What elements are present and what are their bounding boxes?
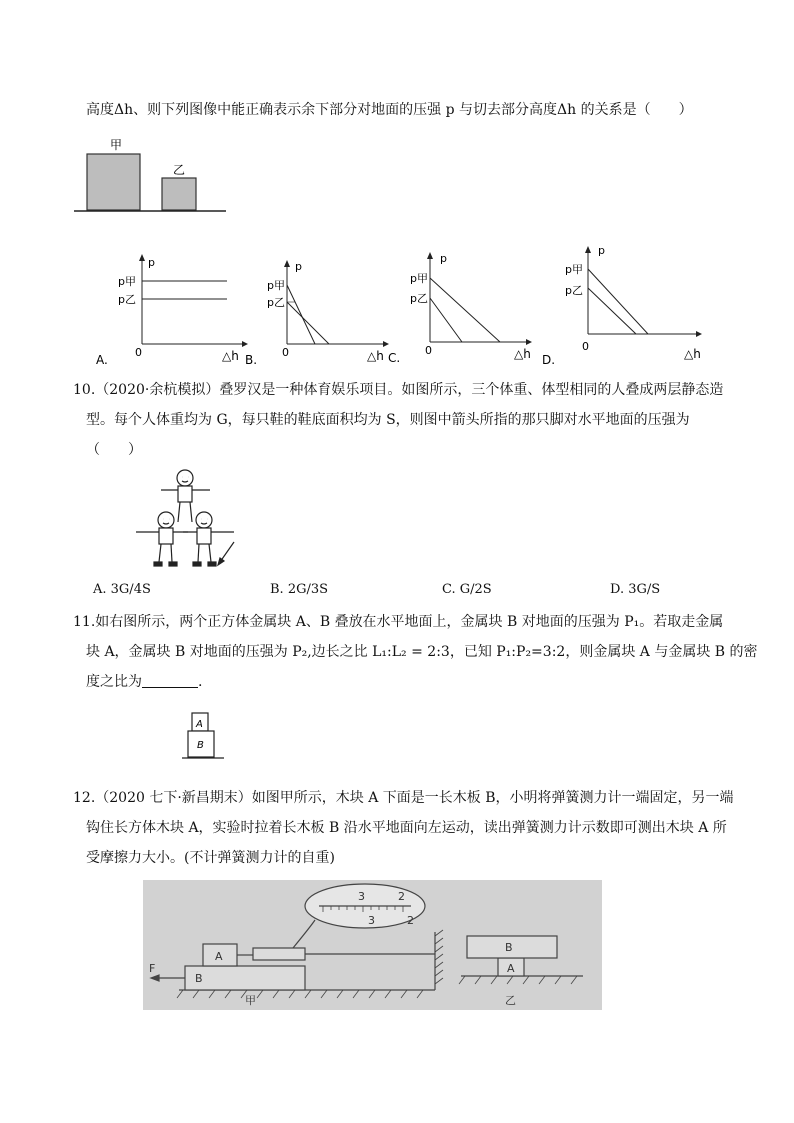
graph-b — [245, 252, 395, 370]
fig-spring-scale — [253, 948, 305, 960]
graph-c-p-label: p — [440, 252, 447, 265]
fig-label-a: A — [215, 950, 223, 963]
graph-b-p-label: p — [295, 260, 302, 273]
block-yi-label: 乙 — [173, 163, 186, 177]
q10-option-b: B. 2G/3S — [270, 582, 329, 597]
graph-d-p-label: p — [598, 244, 605, 257]
q11-block-b-label: B — [197, 740, 204, 751]
graph-a-p-jia: p甲 — [118, 275, 136, 288]
graph-c-line-yi — [430, 298, 462, 342]
q10-line2: 型。每个人体重均为 G，每只鞋的鞋底面积均为 S，则图中箭头所指的那只脚对水平地面的压强为 — [86, 412, 690, 428]
q10-people-figure — [128, 466, 248, 570]
q11-line3 — [86, 672, 202, 692]
graph-d — [538, 238, 713, 370]
graph-c-option: C. — [388, 351, 401, 365]
block-jia — [87, 154, 140, 210]
graph-c-p-yi: p乙 — [410, 292, 428, 305]
graph-d-p-jia: p甲 — [565, 263, 583, 276]
block-jia-label: 甲 — [110, 138, 123, 152]
fig-label-b: B — [195, 972, 203, 985]
fig-scale-3-top: 3 — [358, 890, 365, 903]
q12-line1: 12.（2020 七下·新昌期末）如图甲所示，木块 A 下面是一长木板 B，小明将弹簧测力计一端固定，另一端 — [73, 790, 734, 806]
graph-c-origin: 0 — [425, 344, 432, 357]
q11-answer-blank[interactable] — [142, 673, 198, 688]
fig-caption-jia: 甲 — [245, 994, 256, 1007]
q10-option-a: A. 3G/4S — [93, 582, 151, 597]
q10-line3: （ ） — [86, 442, 142, 458]
graph-a-origin: 0 — [135, 346, 142, 359]
fig-label-f: F — [149, 962, 156, 975]
graph-a — [92, 252, 252, 370]
fig-scale-2-top: 2 — [398, 890, 405, 903]
graph-c-line-jia — [430, 278, 500, 342]
q10-line1: 10.（2020·余杭模拟）叠罗汉是一种体育娱乐项目。如图所示，三个体重、体型相同的人叠成两层静态造 — [73, 382, 724, 398]
q10-option-d: D. 3G/S — [610, 582, 661, 597]
q11-line3-prefix: 度之比为 — [86, 674, 142, 690]
q9-blocks-figure — [70, 134, 230, 216]
fig-yi-label-a: A — [507, 962, 515, 975]
graph-c — [388, 248, 548, 370]
graph-c-p-jia: p甲 — [410, 272, 428, 285]
fig-caption-yi: 乙 — [505, 994, 516, 1007]
graph-b-p-jia: p甲 — [267, 279, 285, 292]
fig-board-b — [185, 966, 305, 990]
q11-line3-suffix: . — [198, 674, 203, 690]
graph-b-x-label: △h — [367, 349, 384, 363]
graph-d-x-label: △h — [684, 347, 701, 361]
fig-scale-2-bottom: 2 — [407, 914, 414, 927]
graph-b-option: B. — [245, 353, 258, 367]
q11-block-a-label: A — [196, 719, 203, 730]
q12-line3: 受摩擦力大小。(不计弹簧测力计的自重) — [86, 850, 335, 866]
graph-d-origin: 0 — [582, 340, 589, 353]
graph-d-line-jia — [588, 269, 648, 334]
graph-b-p-yi: p乙 — [267, 296, 285, 309]
graph-c-x-label: △h — [514, 347, 531, 361]
graph-d-option: D. — [542, 353, 556, 367]
graph-a-p-label: p — [148, 256, 155, 269]
graph-b-line-yi — [287, 302, 329, 344]
q10-option-c: C. G/2S — [442, 582, 492, 597]
q11-blocks-figure — [180, 708, 230, 764]
fig-yi-label-b: B — [505, 941, 513, 954]
block-yi — [162, 178, 196, 210]
q12-line2: 钩住长方体木块 A，实验时拉着长木板 B 沿水平地面向左运动，读出弹簧测力计示数即可测出木块 A 所 — [86, 820, 727, 836]
fig-scale-3-bottom: 3 — [368, 914, 375, 927]
q11-line1: 11.如右图所示，两个正方体金属块 A、B 叠放在水平地面上，金属块 B 对地面的压强为 P₁。若取走金属 — [73, 614, 724, 630]
graph-a-p-yi: p乙 — [118, 293, 136, 306]
q12-experiment-figure — [143, 880, 602, 1010]
graph-b-line-jia — [287, 285, 315, 344]
graph-a-x-label: △h — [222, 349, 239, 363]
graph-a-option: A. — [96, 353, 108, 367]
q9-intro: 高度Δh、则下列图像中能正确表示余下部分对地面的压强 p 与切去部分高度Δh 的关系是（ ） — [86, 102, 693, 118]
graph-d-p-yi: p乙 — [565, 284, 583, 297]
graph-b-origin: 0 — [282, 346, 289, 359]
q11-line2: 块 A，金属块 B 对地面的压强为 P₂,边长之比 L₁:L₂ = 2:3，已知 P₁:P₂=3:2，则金属块 A 与金属块 B 的密 — [86, 644, 758, 660]
